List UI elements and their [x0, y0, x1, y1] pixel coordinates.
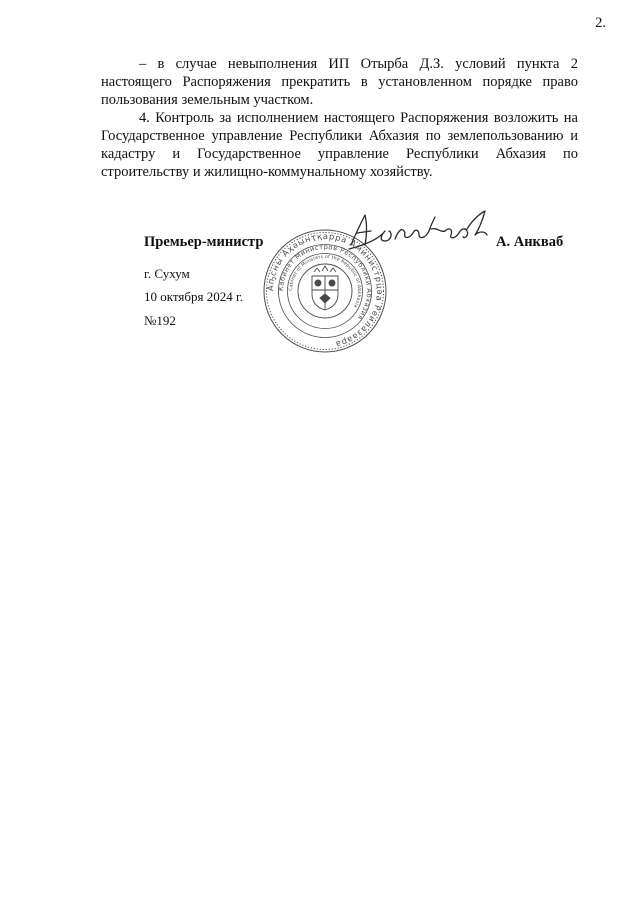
seal-outer-text: Аҧсны Аҳәынҭқарра Аминистрцәа Реилазаара	[264, 230, 386, 350]
paragraph-termination-clause: – в случае невыполнения ИП Отырба Д.З. условий пункта 2 настоящего Распоряжения прекратить в установленном порядке право пользования земельным участком.	[101, 56, 578, 108]
signatory-title: Премьер-министр	[144, 234, 264, 250]
document-number: №192	[144, 313, 176, 328]
seal-middle-text: Кабинет Министров Республики Абхазия	[276, 242, 374, 322]
coat-of-arms-emblem	[312, 266, 338, 310]
paragraph-control-clause: 4. Контроль за исполнением настоящего Распоряжения возложить на Государственное управление Республики Абхазия по землепользованию и кадастру и Государственное управление Республики Абхазия по строительству и жилищно-коммунальному хозяйству.	[101, 110, 578, 180]
issue-city: г. Сухум	[144, 266, 190, 281]
issue-date: 10 октября 2024 г.	[144, 289, 244, 304]
seal-inner-text: Cabinet of Ministers of the Republic of Abkhazia	[288, 254, 362, 309]
signature-row	[0, 234, 640, 254]
document-body	[101, 55, 578, 181]
page-number: 2.	[595, 15, 606, 31]
signatory-name: А. Анкваб	[496, 234, 564, 250]
